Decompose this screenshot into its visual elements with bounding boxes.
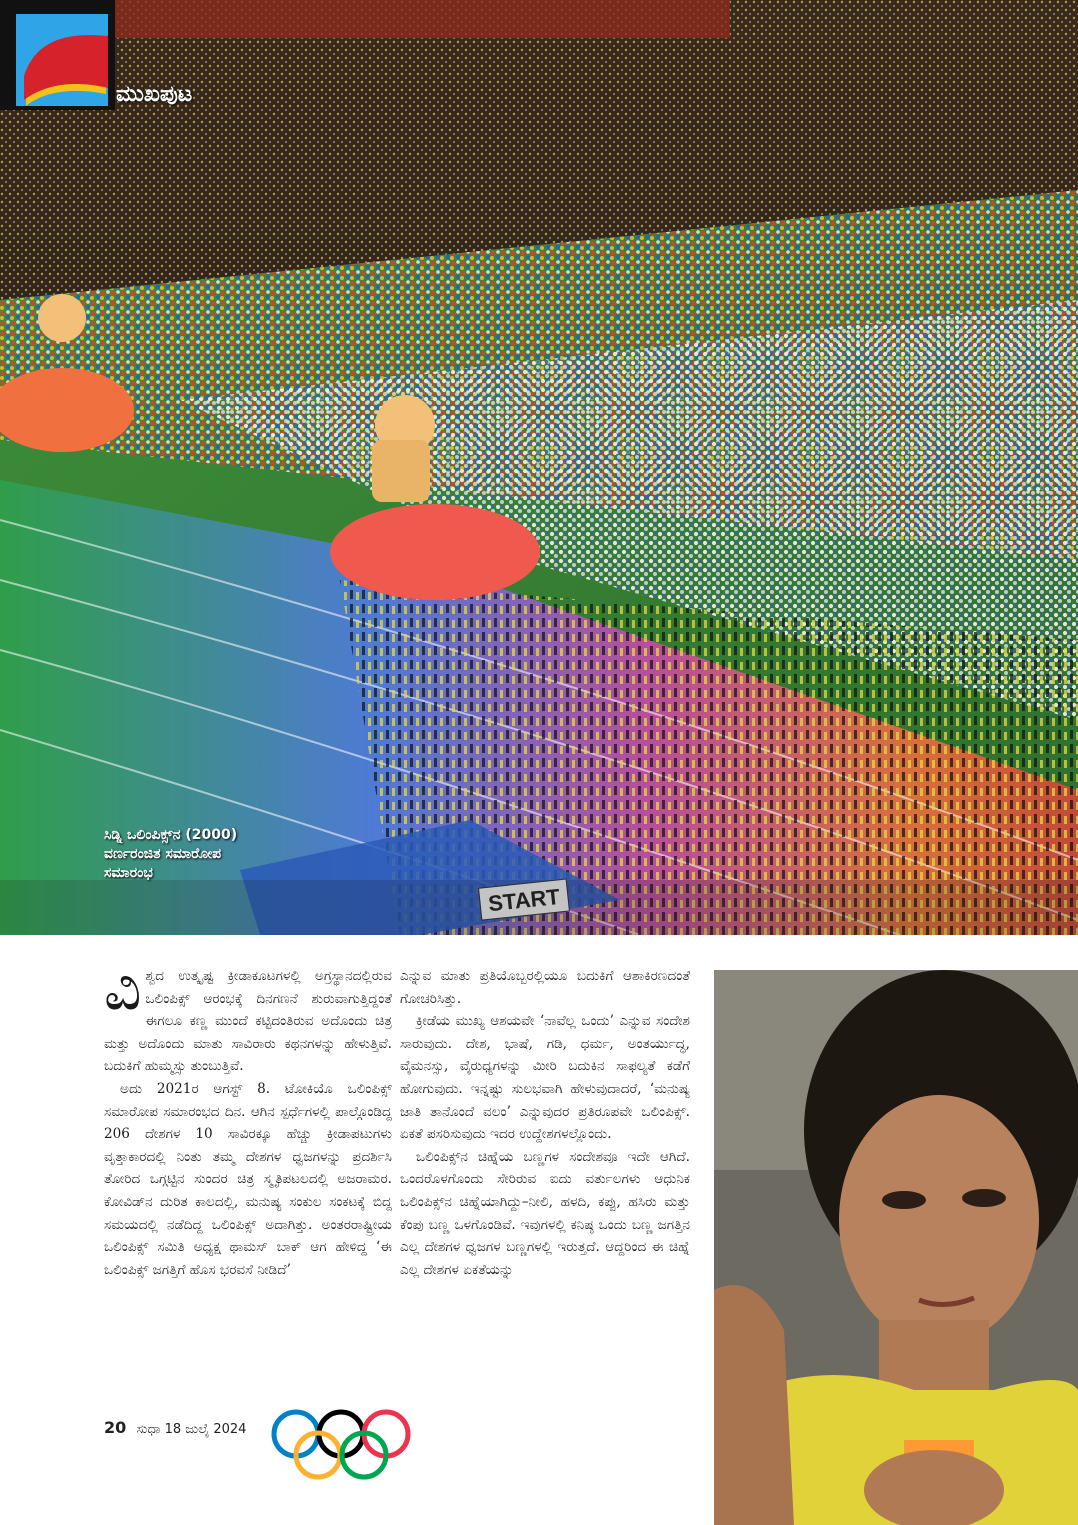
start-sign: START [487,883,561,917]
publication-date: ಸುಧಾ 18 ಜುಲೈ 2024 [136,1422,247,1437]
page-number: 20 [104,1418,127,1437]
magazine-logo [0,0,115,110]
article-paragraph: ಕ್ರೀಡೆಯ ಮುಖ್ಯ ಆಶಯವೇ ‘ನಾವೆಲ್ಲ ಒಂದು’ ಎನ್ನುವ ಸಂದೇಶ ಸಾರುವುದು. ದೇಶ, ಭಾಷೆ, ಗಡಿ, ಧರ್ಮ, ಅಂತರ್ಯುದ್ಧ, ವೈಮನಸ್ಸು, ವೈರುಧ್ಯಗಳನ್ನು ಮೀರಿ ಬದುಕಿನ ಸಾಫಲ್ಯತೆ ಕಡೆಗೆ ಹೋಗುವುದು. ಇನ್ನಷ್ಟು ಸುಲಭವಾಗಿ ಹೇಳುವುದಾದರೆ, ‘ಮನುಷ್ಯ ಜಾತಿ ತಾನೊಂದೆ ವಲಂ’ ಎನ್ನುವುದರ ಪ್ರತಿರೂಪವೇ ಒಲಿಂಪಿಕ್ಸ್. ಏಕತೆ ಪಸರಿಸುವುದು ಇದರ ಉದ್ದೇಶಗಳಲ್ಲೊಂದು. [400,1013,690,1143]
article-column-2 [400,965,690,1281]
article-paragraph [104,955,392,1078]
article-paragraph: ಅದು 2021ರ ಆಗಸ್ಟ್ 8. ಟೋಕಿಯೊ ಒಲಿಂಪಿಕ್ಸ್ ಸಮಾರೋಪ ಸಮಾರಂಭದ ದಿನ. ಆಗಿನ ಸ್ಪರ್ಧೆಗಳಲ್ಲಿ ಪಾಲ್ಗೊಂಡಿದ್ದ 206 ದೇಶಗಳ 10 ಸಾವಿರಕ್ಕೂ ಹೆಚ್ಚು ಕ್ರೀಡಾಪಟುಗಳು ವೃತ್ತಾಕಾರದಲ್ಲಿ ನಿಂತು ತಮ್ಮ ದೇಶಗಳ ಧ್ವಜಗಳನ್ನು ಪ್ರದರ್ಶಿಸಿ ತೋರಿದ ಒಗ್ಗಟ್ಟಿನ ಸುಂದರ ಚಿತ್ರ ಸ್ಮೃತಿಪಟಲದಲ್ಲಿ ಅಜರಾಮರ. ಕೋವಿಡ್‌ನ ದುರಿತ ಕಾಲದಲ್ಲಿ, ಮನುಷ್ಯ ಸಂಕುಲ ಸಂಕಟಕ್ಕೆ ಬಿದ್ದ ಸಮಯದಲ್ಲಿ ನಡೆದಿದ್ದ ಒಲಿಂಪಿಕ್ಸ್ ಅದಾಗಿತ್ತು. ಅಂತರರಾಷ್ಟ್ರೀಯ ಒಲಿಂಪಿಕ್ಸ್ ಸಮಿತಿ ಅಧ್ಯಕ್ಷ ಥಾಮಸ್ ಬಾಕ್ ಆಗ ಹೇಳಿದ್ದ ‘ಈ ಒಲಿಂಪಿಕ್ಸ್ ಜಗತ್ತಿಗೆ ಹೊಸ ಭರವಸೆ ನೀಡಿದೆ’ [104,1080,392,1278]
drop-cap: ವಿ [104,955,142,1023]
olympic-rings-icon [268,1408,414,1480]
photo-caption [104,826,334,883]
athlete-image [714,970,1078,1525]
caption-line: ಸಮಾರಂಭ [104,865,153,881]
article-column-1 [104,955,392,1281]
logo-tile [16,14,108,106]
caption-line: ಸಿಡ್ನಿ ಒಲಿಂಪಿಕ್ಸ್‌ನ (2000) [104,827,238,843]
page-footer [104,1418,246,1437]
caption-line: ವರ್ಣರಂಜಿತ ಸಮಾರೋಪ [104,846,222,862]
article-paragraph: ಎನ್ನುವ ಮಾತು ಪ್ರತಿಯೊಬ್ಬರಲ್ಲಿಯೂ ಬದುಕಿಗೆ ಆಶಾಕಿರಣದಂತೆ ಗೋಚರಿಸಿತ್ತು. [400,968,690,1007]
paragraph-text: ಶ್ವದ ಉತ್ಕೃಷ್ಟ ಕ್ರೀಡಾಕೂಟಗಳಲ್ಲಿ ಅಗ್ರಸ್ಥಾನದಲ್ಲಿರುವ ಒಲಿಂಪಿಕ್ಸ್ ಆರಂಭಕ್ಕೆ ದಿನಗಣನೆ ಶುರುವಾಗುತ್ತಿದ್ದಂತೆ ಈಗಲೂ ಕಣ್ಣ ಮುಂದೆ ಕಟ್ಟಿದಂತಿರುವ ಅದೊಂದು ಚಿತ್ರ ಮತ್ತು ಅದೊಂದು ಮಾತು ಸಾವಿರಾರು ಕಥನಗಳನ್ನು ಹೇಳುತ್ತಿವೆ. ಬದುಕಿಗೆ ಹುಮ್ಮಸ್ಸು ತುಂಬುತ್ತಿವೆ. [104,968,392,1075]
section-label: ಮುಖಪುಟ [116,82,193,107]
book-icon [16,14,108,106]
article-paragraph: ಒಲಿಂಪಿಕ್ಸ್‌ನ ಚಿಹ್ನೆಯ ಬಣ್ಣಗಳ ಸಂದೇಶವೂ ಇದೇ ಆಗಿದೆ. ಒಂದರೊಳಗೊಂದು ಸೇರಿರುವ ಐದು ವರ್ತುಲಗಳು ಆಧುನಿಕ ಒಲಿಂಪಿಕ್ಸ್‌ನ ಚಿಹ್ನೆಯಾಗಿದ್ದು–ನೀಲಿ, ಹಳದಿ, ಕಪ್ಪು, ಹಸಿರು ಮತ್ತು ಕೆಂಪು ಬಣ್ಣ ಒಳಗೊಂಡಿವೆ. ಇವುಗಳಲ್ಲಿ ಕನಿಷ್ಠ ಒಂದು ಬಣ್ಣ ಜಗತ್ತಿನ ಎಲ್ಲ ದೇಶಗಳ ಧ್ವಜಗಳ ಬಣ್ಣಗಳಲ್ಲಿ ಇರುತ್ತದೆ. ಆದ್ದರಿಂದ ಈ ಚಿಹ್ನೆ ಎಲ್ಲ ದೇಶಗಳ ಏಕತೆಯನ್ನು [400,1148,690,1278]
athlete-photo [714,970,1078,1525]
